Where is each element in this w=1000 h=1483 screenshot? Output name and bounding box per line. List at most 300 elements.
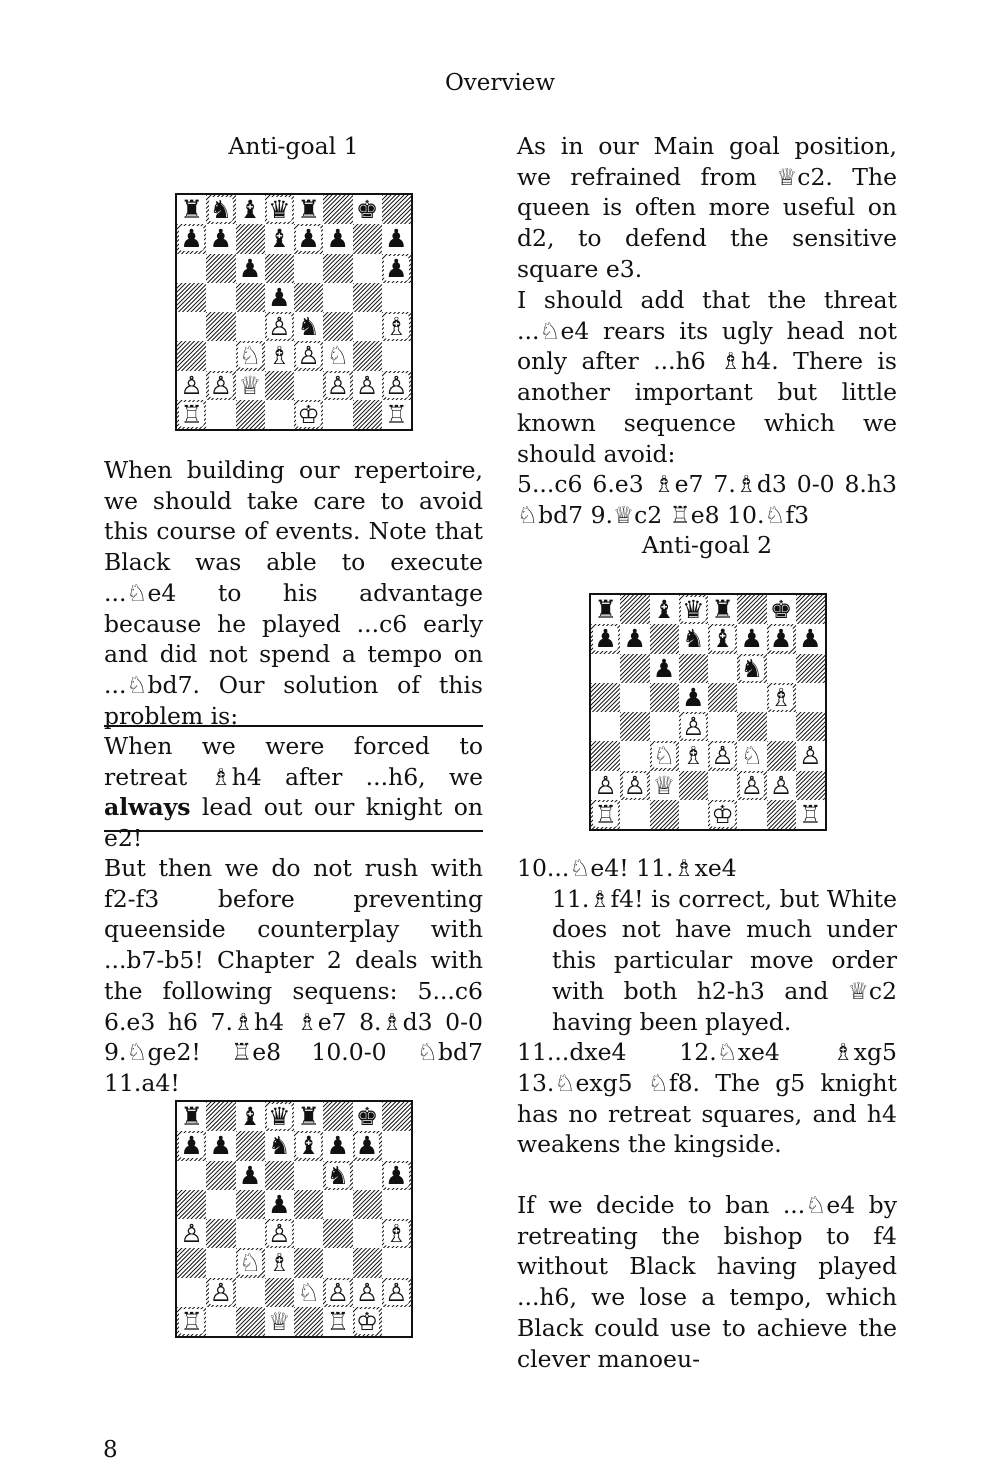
board-square bbox=[206, 1161, 235, 1190]
board-square bbox=[323, 341, 352, 370]
board-square bbox=[206, 400, 235, 429]
board-square bbox=[679, 654, 708, 683]
board-square bbox=[265, 371, 294, 400]
highlight-box-text: When we were forced to retreat ♗h4 after ...h6, we always lead out our knight on e2! bbox=[104, 732, 483, 853]
board-square bbox=[177, 1307, 206, 1336]
board-square bbox=[236, 1219, 265, 1248]
board-square bbox=[591, 800, 620, 829]
board-square bbox=[265, 195, 294, 224]
board-square bbox=[796, 654, 825, 683]
board-square bbox=[294, 195, 323, 224]
board-square bbox=[591, 654, 620, 683]
chess-piece-icon: ♟ bbox=[769, 624, 793, 654]
board-square bbox=[206, 1307, 235, 1336]
chess-piece-icon: ♟ bbox=[385, 224, 408, 254]
board-square bbox=[382, 341, 411, 370]
board-square bbox=[737, 683, 766, 712]
chess-piece-icon: ♜ bbox=[180, 1102, 203, 1132]
right-text-block-1 bbox=[517, 131, 897, 285]
board-square bbox=[708, 654, 737, 683]
chess-piece-icon: ♘ bbox=[652, 741, 676, 771]
board-square bbox=[767, 712, 796, 741]
right-text-block-4 bbox=[517, 1190, 897, 1374]
box-bottom-rule bbox=[104, 830, 483, 832]
chess-piece-icon: ♙ bbox=[326, 370, 350, 400]
chess-piece-icon: ♟ bbox=[623, 624, 647, 654]
chess-piece-icon: ♙ bbox=[769, 770, 793, 800]
board-square bbox=[177, 1190, 206, 1219]
board-square bbox=[796, 771, 825, 800]
chess-piece-icon: ♖ bbox=[385, 399, 408, 429]
chess-diagram-anti-goal-1 bbox=[175, 193, 413, 431]
board-square bbox=[323, 254, 352, 283]
chess-piece-icon: ♕ bbox=[268, 1306, 291, 1336]
board-square bbox=[679, 683, 708, 712]
board-square bbox=[353, 1161, 382, 1190]
board-square bbox=[382, 1102, 411, 1131]
chess-piece-icon: ♕ bbox=[238, 370, 262, 400]
board-square bbox=[591, 683, 620, 712]
right-text-block-2 bbox=[517, 285, 897, 531]
board-square bbox=[650, 624, 679, 653]
board-square bbox=[323, 312, 352, 341]
chess-piece-icon: ♞ bbox=[326, 1160, 350, 1190]
board-square bbox=[236, 1307, 265, 1336]
board-square bbox=[620, 771, 649, 800]
board-square bbox=[353, 224, 382, 253]
chess-piece-icon: ♝ bbox=[297, 1131, 320, 1161]
left-caption-block bbox=[104, 131, 483, 162]
right-indented-note: 11.♗f4! is correct, but White does not have much under this particular move order with both h2-h3 and ♕c2 having been played. bbox=[552, 884, 897, 1036]
right-paragraph-2: I should add that the threat ...♘e4 rears its ugly head not only after ...h6 ♗h4. There is another important but little known sequence which we should avoid: bbox=[517, 286, 897, 468]
chess-piece-icon: ♟ bbox=[209, 1131, 233, 1161]
board-square bbox=[708, 595, 737, 624]
board-square bbox=[206, 254, 235, 283]
board-square bbox=[265, 1102, 294, 1131]
board-square bbox=[737, 595, 766, 624]
board-square bbox=[323, 400, 352, 429]
board-square bbox=[353, 1102, 382, 1131]
board-square bbox=[265, 1307, 294, 1336]
board-square bbox=[353, 312, 382, 341]
board-square bbox=[265, 1131, 294, 1160]
board-square bbox=[796, 624, 825, 653]
chess-piece-icon: ♙ bbox=[209, 370, 233, 400]
chess-piece-icon: ♖ bbox=[799, 799, 822, 829]
board-square bbox=[679, 595, 708, 624]
board-square bbox=[323, 1131, 352, 1160]
running-header: Overview bbox=[444, 70, 556, 96]
board-square bbox=[591, 624, 620, 653]
board-square bbox=[382, 312, 411, 341]
board-square bbox=[236, 1190, 265, 1219]
chess-piece-icon: ♙ bbox=[623, 770, 647, 800]
board-square bbox=[737, 712, 766, 741]
board-square bbox=[708, 624, 737, 653]
board-square bbox=[679, 771, 708, 800]
chess-piece-icon: ♛ bbox=[268, 1102, 291, 1132]
board-square bbox=[353, 400, 382, 429]
board-square bbox=[767, 654, 796, 683]
highlight-box bbox=[104, 731, 483, 854]
chess-piece-icon: ♟ bbox=[385, 1160, 408, 1190]
chess-piece-icon: ♞ bbox=[268, 1131, 291, 1161]
board-square bbox=[353, 1219, 382, 1248]
chess-piece-icon: ♗ bbox=[268, 341, 291, 371]
board-square bbox=[323, 195, 352, 224]
chess-piece-icon: ♘ bbox=[740, 741, 764, 771]
board-square bbox=[294, 1278, 323, 1307]
chess-piece-icon: ♜ bbox=[711, 595, 734, 625]
chess-piece-icon: ♝ bbox=[268, 224, 291, 254]
chess-piece-icon: ♞ bbox=[209, 195, 233, 225]
board-square bbox=[650, 654, 679, 683]
chess-piece-icon: ♙ bbox=[297, 341, 320, 371]
chess-piece-icon: ♟ bbox=[326, 224, 350, 254]
chess-piece-icon: ♜ bbox=[297, 195, 320, 225]
board-square bbox=[737, 624, 766, 653]
chess-piece-icon: ♞ bbox=[682, 624, 705, 654]
board-square bbox=[620, 683, 649, 712]
board-square bbox=[767, 683, 796, 712]
board-square bbox=[382, 1161, 411, 1190]
board-square bbox=[737, 800, 766, 829]
chess-piece-icon: ♙ bbox=[209, 1277, 233, 1307]
board-square bbox=[353, 254, 382, 283]
board-square bbox=[265, 224, 294, 253]
chess-piece-icon: ♙ bbox=[711, 741, 734, 771]
board-square bbox=[382, 1278, 411, 1307]
board-square bbox=[796, 800, 825, 829]
board-square bbox=[796, 712, 825, 741]
board-square bbox=[737, 654, 766, 683]
board-square bbox=[236, 1248, 265, 1277]
board-square bbox=[236, 312, 265, 341]
board-square bbox=[323, 1102, 352, 1131]
board-square bbox=[323, 1190, 352, 1219]
board-square bbox=[177, 254, 206, 283]
chess-piece-icon: ♚ bbox=[355, 1102, 379, 1132]
board-square bbox=[323, 1307, 352, 1336]
chess-piece-icon: ♙ bbox=[355, 370, 379, 400]
board-square bbox=[236, 1102, 265, 1131]
board-square bbox=[206, 1102, 235, 1131]
board-square bbox=[206, 283, 235, 312]
chess-piece-icon: ♝ bbox=[238, 195, 262, 225]
chess-piece-icon: ♜ bbox=[297, 1102, 320, 1132]
board-square bbox=[679, 712, 708, 741]
board-square bbox=[294, 283, 323, 312]
chess-piece-icon: ♙ bbox=[385, 370, 408, 400]
board-square bbox=[620, 800, 649, 829]
board-square bbox=[294, 1102, 323, 1131]
board-square bbox=[650, 771, 679, 800]
chess-piece-icon: ♙ bbox=[180, 370, 203, 400]
board-square bbox=[382, 1248, 411, 1277]
board-square bbox=[650, 800, 679, 829]
chess-piece-icon: ♟ bbox=[268, 282, 291, 312]
board-square bbox=[265, 1190, 294, 1219]
board-square bbox=[620, 712, 649, 741]
left-paragraph-1: When building our repertoire, we should take care to avoid this course of events. Note that Black was able to execute ...♘e4 to his advantage because he played ...c6 early and did not spend a tempo on ...♘bd7. Our solution of this problem is: bbox=[104, 456, 483, 730]
board-square bbox=[294, 254, 323, 283]
board-square bbox=[177, 1161, 206, 1190]
chess-piece-icon: ♙ bbox=[740, 770, 764, 800]
board-square bbox=[737, 771, 766, 800]
board-square bbox=[265, 1248, 294, 1277]
board-square bbox=[294, 1307, 323, 1336]
chess-piece-icon: ♛ bbox=[268, 195, 291, 225]
board-square bbox=[236, 195, 265, 224]
board-square bbox=[177, 1248, 206, 1277]
chess-piece-icon: ♟ bbox=[326, 1131, 350, 1161]
board-square bbox=[353, 1190, 382, 1219]
board-square bbox=[236, 371, 265, 400]
board-square bbox=[236, 1161, 265, 1190]
chess-piece-icon: ♚ bbox=[355, 195, 379, 225]
board-square bbox=[796, 683, 825, 712]
chess-piece-icon: ♝ bbox=[238, 1102, 262, 1132]
chess-piece-icon: ♙ bbox=[385, 1277, 408, 1307]
board-square bbox=[265, 254, 294, 283]
chess-piece-icon: ♘ bbox=[326, 341, 350, 371]
board-square bbox=[650, 712, 679, 741]
chess-piece-icon: ♙ bbox=[268, 1219, 291, 1249]
board-square bbox=[236, 224, 265, 253]
board-square bbox=[177, 1102, 206, 1131]
board-square bbox=[206, 1131, 235, 1160]
board-square bbox=[382, 283, 411, 312]
chess-piece-icon: ♖ bbox=[180, 1306, 203, 1336]
board-square bbox=[382, 224, 411, 253]
chess-piece-icon: ♙ bbox=[355, 1277, 379, 1307]
board-square bbox=[177, 341, 206, 370]
chess-piece-icon: ♟ bbox=[238, 1160, 262, 1190]
board-square bbox=[236, 341, 265, 370]
right-caption-block bbox=[517, 530, 897, 561]
board-square bbox=[236, 1278, 265, 1307]
board-square bbox=[265, 1161, 294, 1190]
board-square bbox=[323, 371, 352, 400]
board-square bbox=[294, 224, 323, 253]
board-square bbox=[294, 341, 323, 370]
chess-piece-icon: ♗ bbox=[385, 1219, 408, 1249]
left-text-block-2 bbox=[104, 853, 483, 1099]
board-square bbox=[796, 595, 825, 624]
chess-piece-icon: ♔ bbox=[297, 399, 320, 429]
board-square bbox=[382, 1307, 411, 1336]
anti-goal-2-caption: Anti-goal 2 bbox=[641, 531, 773, 559]
board-square bbox=[236, 400, 265, 429]
board-square bbox=[708, 712, 737, 741]
board-square bbox=[708, 683, 737, 712]
chess-piece-icon: ♟ bbox=[799, 624, 822, 654]
chess-piece-icon: ♙ bbox=[268, 312, 291, 342]
chess-piece-icon: ♖ bbox=[326, 1306, 350, 1336]
board-square bbox=[708, 800, 737, 829]
board-square bbox=[382, 195, 411, 224]
chess-piece-icon: ♜ bbox=[180, 195, 203, 225]
board-square bbox=[177, 371, 206, 400]
board-square bbox=[708, 741, 737, 770]
board-square bbox=[591, 712, 620, 741]
board-square bbox=[353, 1131, 382, 1160]
board-square bbox=[591, 771, 620, 800]
board-square bbox=[177, 195, 206, 224]
board-square bbox=[620, 741, 649, 770]
chess-piece-icon: ♟ bbox=[740, 624, 764, 654]
board-square bbox=[591, 595, 620, 624]
chess-piece-icon: ♟ bbox=[238, 253, 262, 283]
board-square bbox=[206, 371, 235, 400]
chess-piece-icon: ♙ bbox=[180, 1219, 203, 1249]
board-square bbox=[767, 595, 796, 624]
board-square bbox=[353, 1278, 382, 1307]
board-square bbox=[382, 371, 411, 400]
board-square bbox=[206, 1278, 235, 1307]
chess-piece-icon: ♞ bbox=[740, 653, 764, 683]
board-square bbox=[177, 400, 206, 429]
board-square bbox=[206, 195, 235, 224]
board-square bbox=[294, 400, 323, 429]
board-square bbox=[265, 1278, 294, 1307]
chess-piece-icon: ♘ bbox=[297, 1277, 320, 1307]
board-square bbox=[679, 800, 708, 829]
board-square bbox=[294, 1219, 323, 1248]
board-square bbox=[294, 1161, 323, 1190]
board-square bbox=[323, 224, 352, 253]
board-square bbox=[265, 400, 294, 429]
board-square bbox=[323, 1278, 352, 1307]
chess-piece-icon: ♙ bbox=[799, 741, 822, 771]
board-square bbox=[353, 195, 382, 224]
right-paragraph-3: 11...dxe4 12.♘xe4 ♗xg5 13.♘exg5 ♘f8. The g5 knight has no retreat squares, and h4 weakens the kingside. bbox=[517, 1038, 897, 1159]
board-square bbox=[323, 283, 352, 312]
chess-piece-icon: ♜ bbox=[594, 595, 617, 625]
board-square bbox=[767, 800, 796, 829]
board-square bbox=[796, 741, 825, 770]
board-square bbox=[353, 1248, 382, 1277]
chess-piece-icon: ♟ bbox=[180, 1131, 203, 1161]
board-square bbox=[323, 1161, 352, 1190]
chess-piece-icon: ♙ bbox=[594, 770, 617, 800]
board-square bbox=[382, 1190, 411, 1219]
board-square bbox=[620, 654, 649, 683]
board-square bbox=[177, 1278, 206, 1307]
board-square bbox=[382, 400, 411, 429]
board-square bbox=[353, 371, 382, 400]
board-square bbox=[323, 1219, 352, 1248]
right-paragraph-4: If we decide to ban ...♘e4 by retreating the bishop to f4 without Black having played ...h6, we lose a tempo, which Black could use to achieve the clever manoeu- bbox=[517, 1191, 897, 1373]
board-square bbox=[591, 741, 620, 770]
chess-piece-icon: ♕ bbox=[652, 770, 676, 800]
right-text-block-3 bbox=[517, 853, 897, 1160]
board-square bbox=[767, 624, 796, 653]
board-square bbox=[206, 1219, 235, 1248]
chess-piece-icon: ♟ bbox=[594, 624, 617, 654]
board-square bbox=[177, 224, 206, 253]
board-square bbox=[679, 741, 708, 770]
board-square bbox=[767, 741, 796, 770]
chess-piece-icon: ♛ bbox=[682, 595, 705, 625]
board-square bbox=[236, 283, 265, 312]
board-square bbox=[206, 341, 235, 370]
board-square bbox=[177, 1131, 206, 1160]
chess-piece-icon: ♟ bbox=[385, 253, 408, 283]
right-paragraph-1: As in our Main goal position, we refrained from ♕c2. The queen is often more useful on d2, to defend the sensitive square e3. bbox=[517, 132, 897, 283]
board-square bbox=[620, 624, 649, 653]
chess-piece-icon: ♟ bbox=[355, 1131, 379, 1161]
board-square bbox=[294, 1131, 323, 1160]
chess-diagram-repertoire bbox=[175, 1100, 413, 1338]
board-square bbox=[382, 1131, 411, 1160]
chess-piece-icon: ♙ bbox=[326, 1277, 350, 1307]
page-number: 8 bbox=[103, 1437, 118, 1463]
chess-piece-icon: ♟ bbox=[297, 224, 320, 254]
board-square bbox=[206, 224, 235, 253]
board-square bbox=[265, 1219, 294, 1248]
board-square bbox=[650, 741, 679, 770]
chess-piece-icon: ♟ bbox=[682, 682, 705, 712]
board-square bbox=[650, 683, 679, 712]
board-square bbox=[294, 371, 323, 400]
chess-piece-icon: ♝ bbox=[711, 624, 734, 654]
chess-piece-icon: ♘ bbox=[238, 1248, 262, 1278]
board-square bbox=[708, 771, 737, 800]
chess-piece-icon: ♖ bbox=[180, 399, 203, 429]
left-paragraph-2: But then we do not rush with f2-f3 before preventing queenside counterplay with ...b7-b5! Chapter 2 deals with the following sequens: 5...c6 6.e3 h6 7.♗h4 ♗e7 8.♗d3 0-0 9.♘ge2! ♖e8 10.0-0 ♘bd7 11.a4! bbox=[104, 854, 483, 1097]
chess-piece-icon: ♗ bbox=[385, 312, 408, 342]
board-square bbox=[206, 1248, 235, 1277]
board-square bbox=[206, 312, 235, 341]
board-square bbox=[382, 1219, 411, 1248]
board-square bbox=[620, 595, 649, 624]
chess-piece-icon: ♗ bbox=[769, 682, 793, 712]
board-square bbox=[236, 254, 265, 283]
chess-piece-icon: ♟ bbox=[209, 224, 233, 254]
board-square bbox=[650, 595, 679, 624]
board-square bbox=[679, 624, 708, 653]
right-moves-1: 5...c6 6.e3 ♗e7 7.♗d3 0-0 8.h3 ♘bd7 9.♕c2 ♖e8 10.♘f3 bbox=[517, 470, 897, 529]
board-square bbox=[353, 341, 382, 370]
board-square bbox=[294, 312, 323, 341]
chess-piece-icon: ♞ bbox=[297, 312, 320, 342]
left-text-block-1 bbox=[104, 455, 483, 731]
chess-piece-icon: ♚ bbox=[769, 595, 793, 625]
board-square bbox=[323, 1248, 352, 1277]
chess-piece-icon: ♗ bbox=[682, 741, 705, 771]
anti-goal-1-caption: Anti-goal 1 bbox=[228, 132, 359, 160]
board-square bbox=[353, 283, 382, 312]
chess-piece-icon: ♟ bbox=[268, 1189, 291, 1219]
board-square bbox=[177, 283, 206, 312]
board-square bbox=[236, 1131, 265, 1160]
chess-piece-icon: ♔ bbox=[355, 1306, 379, 1336]
chess-piece-icon: ♝ bbox=[652, 595, 676, 625]
chess-piece-icon: ♟ bbox=[180, 224, 203, 254]
chess-piece-icon: ♘ bbox=[238, 341, 262, 371]
board-square bbox=[294, 1248, 323, 1277]
chess-diagram-anti-goal-2 bbox=[589, 593, 827, 831]
board-square bbox=[382, 254, 411, 283]
chess-piece-icon: ♟ bbox=[652, 653, 676, 683]
right-move-line: 10...♘e4! 11.♗xe4 bbox=[517, 854, 737, 882]
chess-piece-icon: ♖ bbox=[594, 799, 617, 829]
chess-piece-icon: ♙ bbox=[682, 712, 705, 742]
board-square bbox=[265, 312, 294, 341]
board-square bbox=[294, 1190, 323, 1219]
board-square bbox=[353, 1307, 382, 1336]
